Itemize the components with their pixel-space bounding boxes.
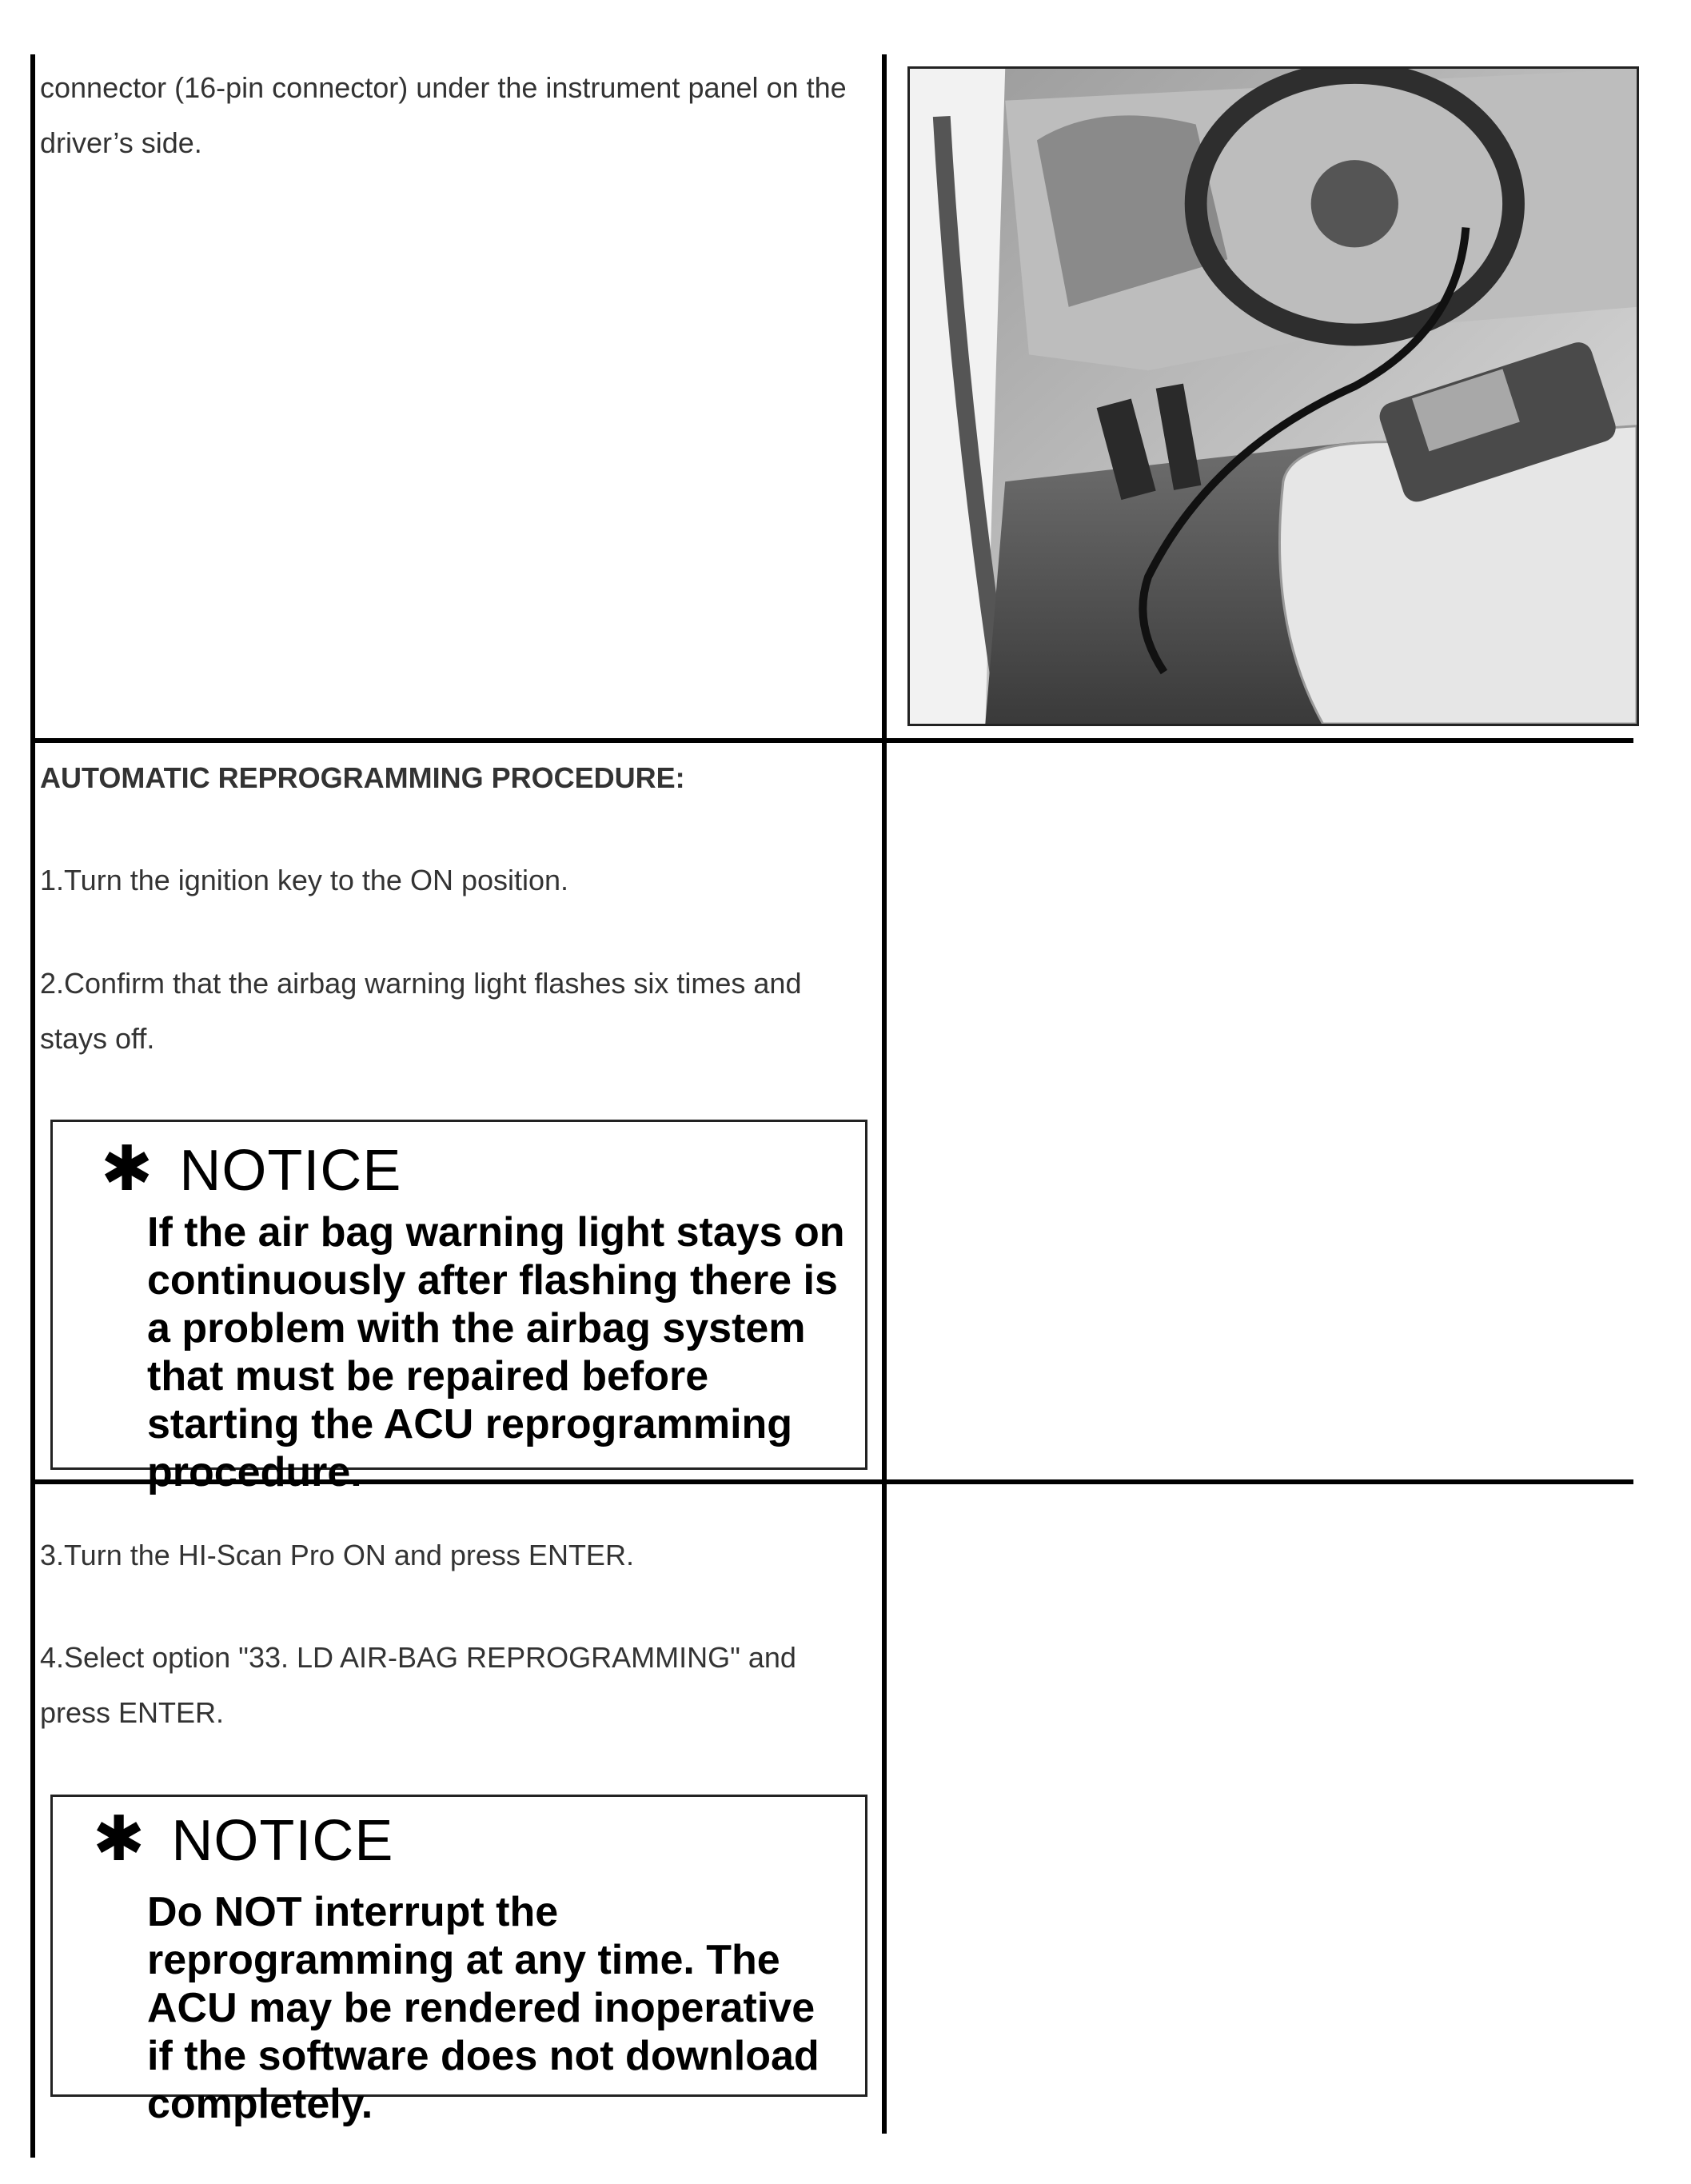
table-left-border [30, 54, 35, 2158]
row-divider-1 [30, 738, 1633, 743]
asterisk-icon: ✱ [101, 1133, 154, 1205]
vehicle-interior-photo [907, 66, 1639, 726]
notice-body-1: If the air bag warning light stays on continuously after flashing there is a problem with the airbag system that must be repaired before starting the ACU reprogramming procedure. [147, 1209, 845, 1495]
asterisk-icon: ✱ [93, 1803, 146, 1875]
notice-heading-1: NOTICE [179, 1139, 402, 1203]
step-4-text: 4.Select option "33. LD AIR-BAG REPROGRAMMING" and press ENTER. [40, 1641, 796, 1729]
step-1-text: 1.Turn the ignition key to the ON position. [40, 864, 569, 896]
notice-title-2 [93, 1803, 393, 1875]
procedure-heading: AUTOMATIC REPROGRAMMING PROCEDURE: [40, 761, 685, 794]
step-3-text: 3.Turn the HI-Scan Pro ON and press ENTER. [40, 1539, 634, 1571]
notice-box-2 [50, 1795, 867, 2127]
connector-location-text: connector (16-pin connector) under the instrument panel on the driver’s side. [40, 71, 847, 159]
notice-title-1 [101, 1133, 401, 1205]
notice-heading-2: NOTICE [171, 1809, 394, 1873]
photo-illustration [910, 69, 1637, 724]
notice-box-1 [50, 1120, 867, 1495]
notice-body-2: Do NOT interrupt the reprogramming at any time. The ACU may be rendered inoperative if the software does not download completely. [147, 1889, 820, 2127]
table-column-divider [882, 54, 887, 2134]
step-2-text: 2.Confirm that the airbag warning light flashes six times and stays off. [40, 967, 802, 1055]
